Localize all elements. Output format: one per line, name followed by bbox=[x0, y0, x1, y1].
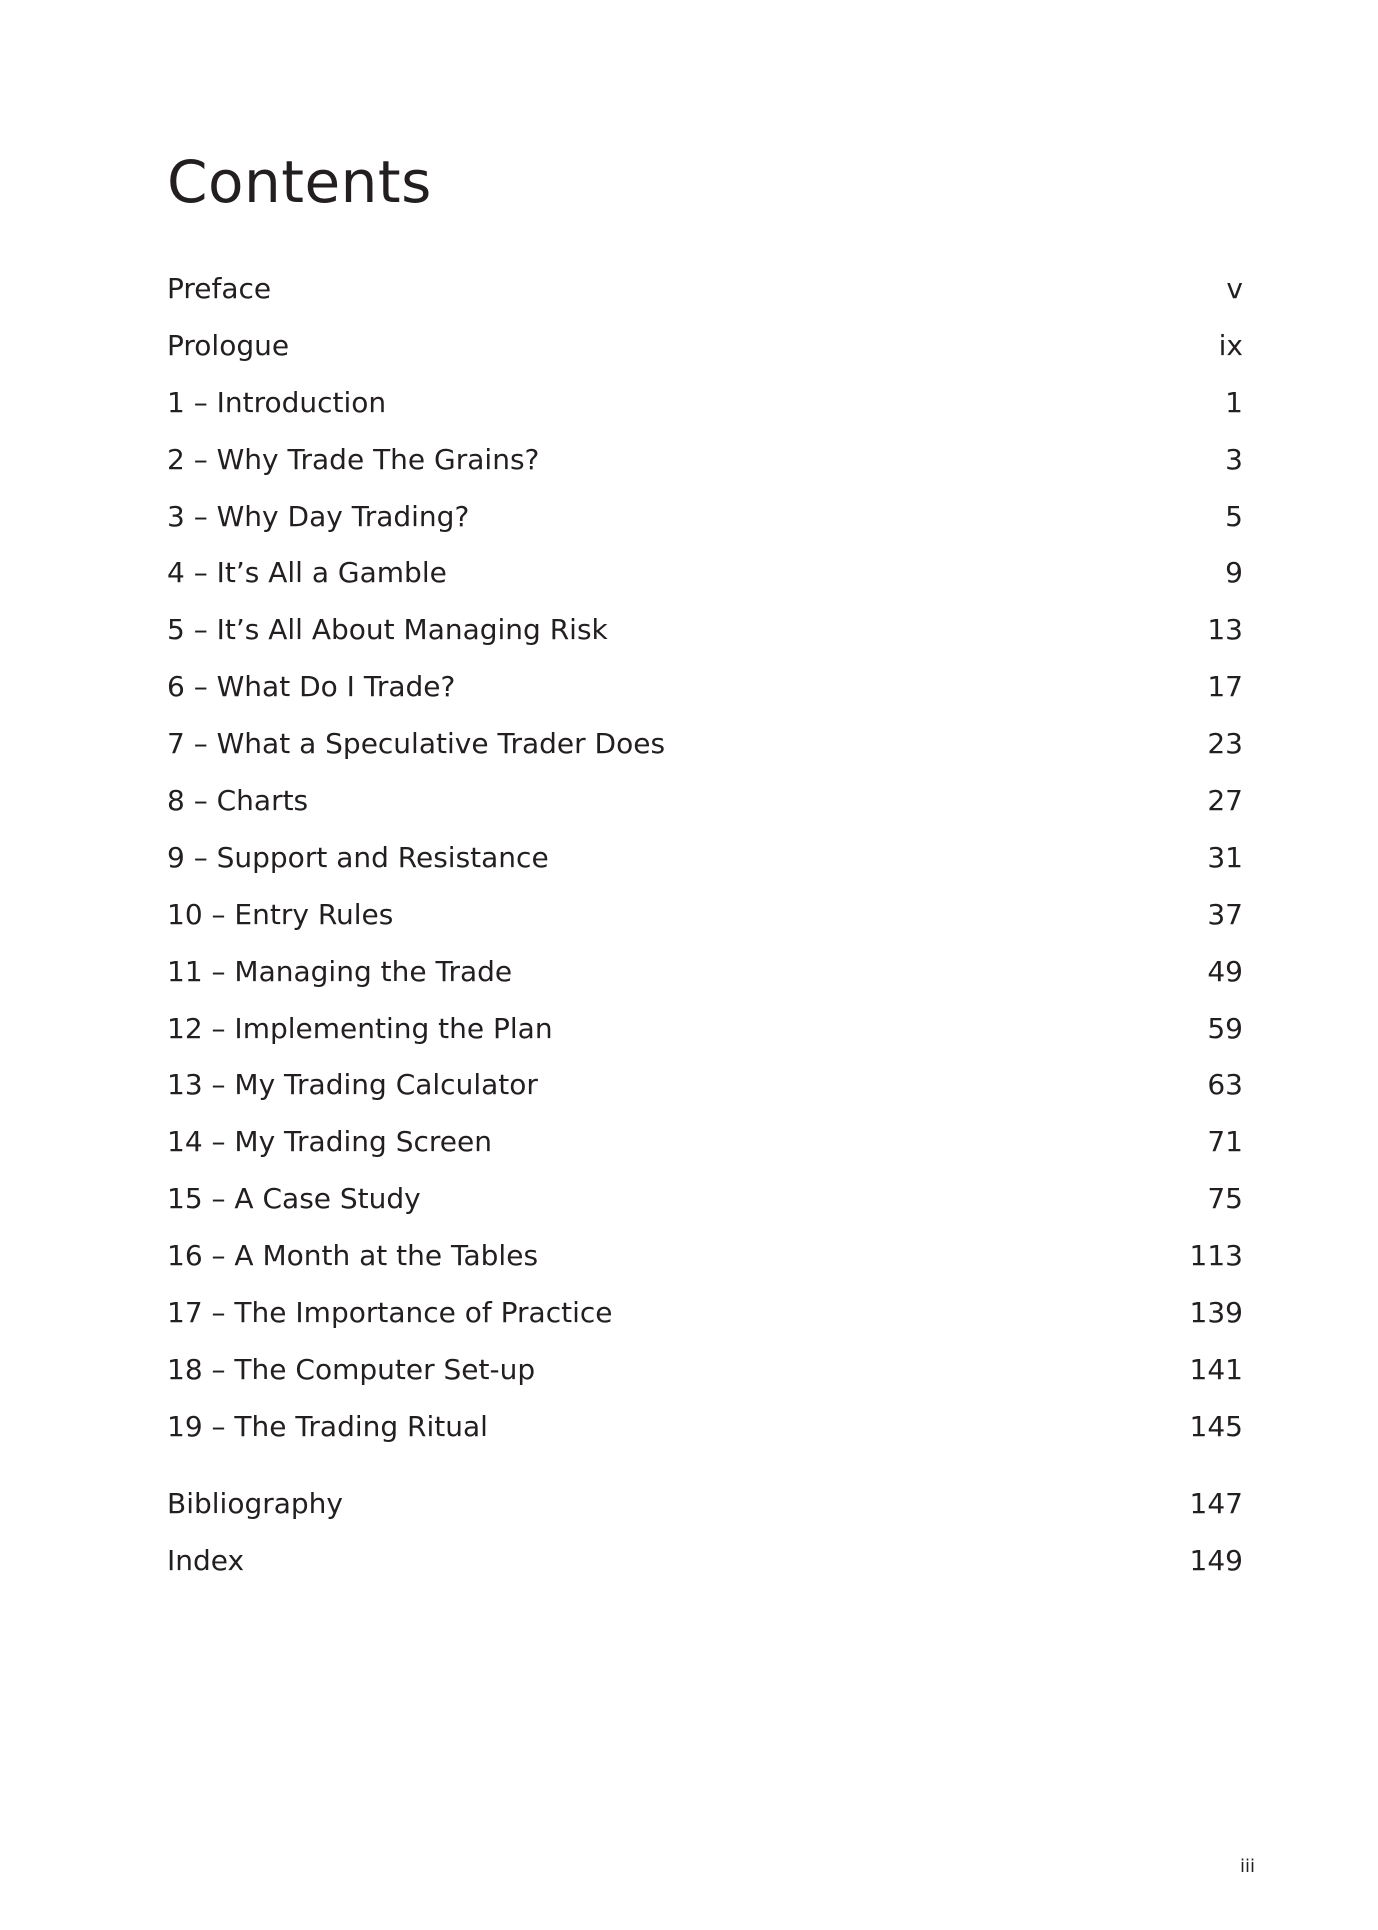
toc-entry-title: 5 – It’s All About Managing Risk bbox=[167, 613, 608, 647]
toc-entry-title: 1 – Introduction bbox=[167, 385, 387, 419]
toc-entry-chapter-9[interactable] bbox=[167, 830, 1243, 887]
toc-page-number: 49 bbox=[1207, 954, 1243, 988]
toc-entry-title: 16 – A Month at the Tables bbox=[167, 1239, 539, 1273]
toc-entry-title: 10 – Entry Rules bbox=[167, 897, 394, 931]
toc-page-number: 37 bbox=[1207, 897, 1243, 931]
toc-page-number: 5 bbox=[1225, 499, 1243, 533]
toc-entry-title: 13 – My Trading Calculator bbox=[167, 1068, 538, 1102]
toc-entry-preface[interactable] bbox=[167, 261, 1243, 318]
toc-entry-title: Preface bbox=[167, 272, 272, 305]
toc-page-number: 139 bbox=[1189, 1296, 1243, 1330]
toc-entry-title: 9 – Support and Resistance bbox=[167, 840, 549, 874]
toc-entry-chapter-18[interactable] bbox=[167, 1342, 1243, 1399]
toc-entry-title: 14 – My Trading Screen bbox=[167, 1125, 492, 1159]
toc-entry-chapter-13[interactable] bbox=[167, 1057, 1243, 1114]
toc-page-number: 75 bbox=[1207, 1182, 1243, 1216]
toc-entry-chapter-11[interactable] bbox=[167, 944, 1243, 1001]
toc-entry-chapter-14[interactable] bbox=[167, 1114, 1243, 1171]
toc-entry-title: 12 – Implementing the Plan bbox=[167, 1011, 553, 1045]
toc-page-number: 3 bbox=[1225, 442, 1243, 476]
toc-page-number: 23 bbox=[1207, 727, 1243, 761]
toc-entry-title: 8 – Charts bbox=[167, 784, 309, 818]
page-folio: iii bbox=[1240, 1856, 1256, 1877]
toc-page-number: 13 bbox=[1207, 613, 1243, 647]
toc-entry-index[interactable] bbox=[167, 1533, 1243, 1590]
toc-entry-title: 19 – The Trading Ritual bbox=[167, 1409, 488, 1443]
toc-entry-bibliography[interactable] bbox=[167, 1476, 1243, 1533]
toc-entry-chapter-8[interactable] bbox=[167, 773, 1243, 830]
toc-entry-chapter-10[interactable] bbox=[167, 887, 1243, 944]
toc-entry-chapter-17[interactable] bbox=[167, 1285, 1243, 1342]
page-title: Contents bbox=[167, 148, 432, 216]
toc-entry-title: 6 – What Do I Trade? bbox=[167, 670, 456, 704]
toc-page-number: 27 bbox=[1207, 784, 1243, 818]
table-of-contents bbox=[167, 261, 1243, 1589]
toc-page-number: 1 bbox=[1225, 385, 1243, 419]
toc-entry-title: Prologue bbox=[167, 328, 290, 362]
toc-page-number: 63 bbox=[1207, 1068, 1243, 1102]
toc-entry-chapter-16[interactable] bbox=[167, 1228, 1243, 1285]
toc-page-number: 149 bbox=[1189, 1543, 1243, 1577]
toc-entry-chapter-2[interactable] bbox=[167, 432, 1243, 489]
toc-entry-chapter-3[interactable] bbox=[167, 489, 1243, 546]
toc-entry-chapter-15[interactable] bbox=[167, 1171, 1243, 1228]
toc-page-number: 113 bbox=[1189, 1239, 1243, 1273]
toc-page-number: 59 bbox=[1207, 1011, 1243, 1045]
toc-entry-chapter-19[interactable] bbox=[167, 1399, 1243, 1456]
toc-entry-chapter-12[interactable] bbox=[167, 1001, 1243, 1058]
toc-entry-title: 15 – A Case Study bbox=[167, 1182, 421, 1216]
toc-entry-chapter-7[interactable] bbox=[167, 716, 1243, 773]
toc-page-number: 31 bbox=[1207, 840, 1243, 874]
toc-entry-title: 7 – What a Speculative Trader Does bbox=[167, 727, 666, 761]
toc-entry-title: 4 – It’s All a Gamble bbox=[167, 556, 447, 590]
toc-page-number: v bbox=[1226, 272, 1243, 305]
toc-entry-chapter-4[interactable] bbox=[167, 545, 1243, 602]
toc-entry-chapter-6[interactable] bbox=[167, 659, 1243, 716]
toc-page-number: ix bbox=[1218, 328, 1243, 362]
toc-entry-title: 11 – Managing the Trade bbox=[167, 954, 513, 988]
toc-entry-title: 2 – Why Trade The Grains? bbox=[167, 442, 540, 476]
toc-page-number: 9 bbox=[1225, 556, 1243, 590]
toc-page-number: 71 bbox=[1207, 1125, 1243, 1159]
toc-page-number: 145 bbox=[1189, 1409, 1243, 1443]
toc-entry-title: 18 – The Computer Set-up bbox=[167, 1352, 536, 1386]
toc-entry-chapter-5[interactable] bbox=[167, 602, 1243, 659]
toc-entry-chapter-1[interactable] bbox=[167, 375, 1243, 432]
toc-page-number: 17 bbox=[1207, 670, 1243, 704]
toc-entry-title: 3 – Why Day Trading? bbox=[167, 499, 470, 533]
toc-entry-title: Index bbox=[167, 1543, 245, 1577]
toc-entry-prologue[interactable] bbox=[167, 318, 1243, 375]
toc-page-number: 147 bbox=[1189, 1486, 1243, 1520]
toc-entry-title: 17 – The Importance of Practice bbox=[167, 1296, 613, 1330]
toc-page-number: 141 bbox=[1189, 1352, 1243, 1386]
toc-entry-title: Bibliography bbox=[167, 1486, 343, 1520]
